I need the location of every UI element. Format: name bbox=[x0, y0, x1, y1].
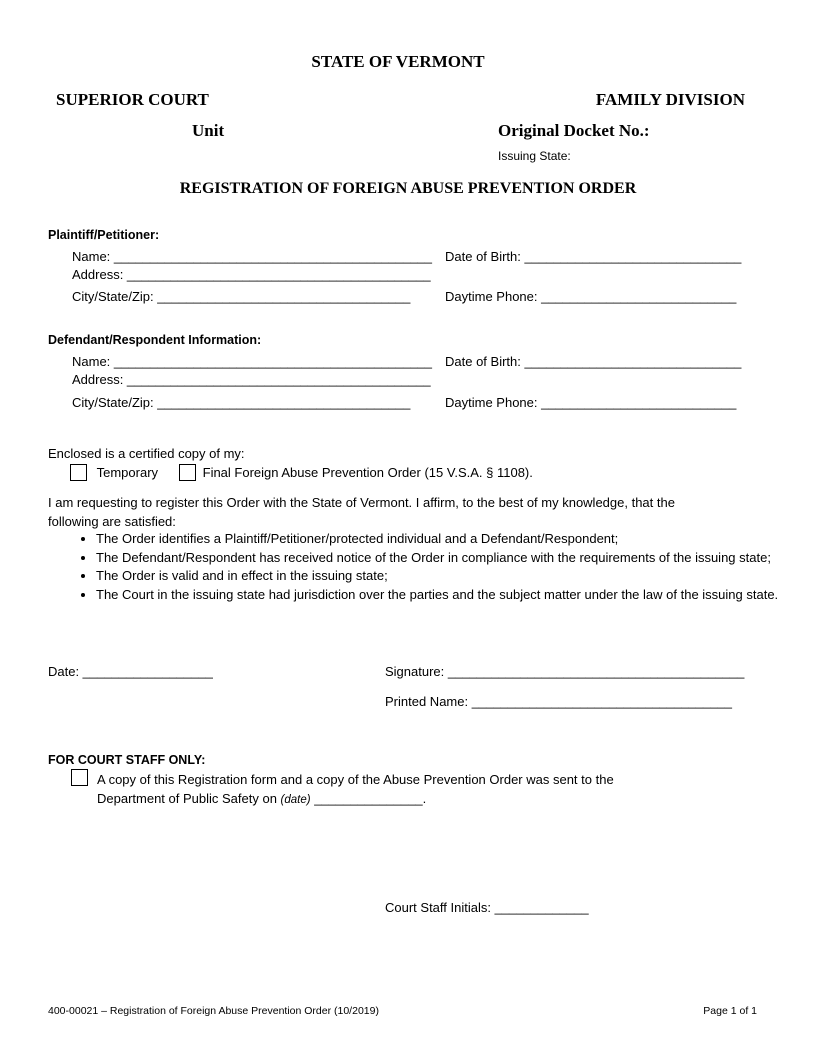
enclosed-intro: Enclosed is a certified copy of my: bbox=[48, 446, 245, 461]
plaintiff-heading: Plaintiff/Petitioner: bbox=[48, 228, 160, 242]
page-number: Page 1 of 1 bbox=[703, 1005, 757, 1017]
plaintiff-dob-field[interactable]: Date of Birth: ______________________________ bbox=[445, 249, 742, 264]
final-option[interactable] bbox=[179, 464, 533, 481]
signature-field[interactable]: Signature: _________________________________________ bbox=[385, 664, 745, 679]
date-hint: (date) bbox=[280, 794, 311, 806]
page-title: REGISTRATION OF FOREIGN ABUSE PREVENTION ORDER bbox=[179, 180, 637, 197]
final-label: Final Foreign Abuse Prevention Order (15 V.S.A. § 1108). bbox=[202, 465, 533, 481]
plaintiff-phone-field[interactable]: Daytime Phone: ___________________________ bbox=[445, 289, 737, 304]
docket-label: Original Docket No.: bbox=[498, 121, 650, 140]
dps-prefix: Department of Public Safety on bbox=[97, 791, 281, 806]
court-staff-heading: FOR COURT STAFF ONLY: bbox=[48, 753, 206, 767]
defendant-dob-field[interactable]: Date of Birth: ______________________________ bbox=[445, 354, 742, 369]
plaintiff-city-field[interactable]: City/State/Zip: ___________________________________ bbox=[72, 289, 411, 304]
requirements-list bbox=[48, 530, 796, 604]
list-item: • The Court in the issuing state had jurisdiction over the parties and the subject matter under the law of the issuing state. bbox=[96, 586, 796, 605]
unit-label: Unit bbox=[192, 121, 225, 140]
list-item: • The Order is valid and in effect in the issuing state; bbox=[96, 567, 796, 586]
defendant-name-field[interactable]: Name: ____________________________________________ bbox=[72, 354, 433, 369]
defendant-city-field[interactable]: City/State/Zip: ___________________________________ bbox=[72, 395, 411, 410]
dps-sent-checkbox[interactable] bbox=[71, 769, 88, 786]
court-name: SUPERIOR COURT bbox=[56, 90, 209, 109]
temporary-label: Temporary bbox=[96, 465, 159, 481]
issuing-state-label: Issuing State: bbox=[498, 149, 571, 163]
plaintiff-name-field[interactable]: Name: ____________________________________________ bbox=[72, 249, 433, 264]
request-line-2: following are satisfied: bbox=[48, 514, 176, 529]
form-id-footer: 400-00021 – Registration of Foreign Abuse Prevention Order (10/2019) bbox=[48, 1005, 379, 1017]
defendant-phone-field[interactable]: Daytime Phone: ___________________________ bbox=[445, 395, 737, 410]
court-staff-initials-field[interactable]: Court Staff Initials: _____________ bbox=[385, 900, 589, 915]
dps-sent-line-2[interactable] bbox=[97, 791, 426, 806]
defendant-heading: Defendant/Respondent Information: bbox=[48, 333, 262, 347]
state-heading: STATE OF VERMONT bbox=[311, 52, 485, 71]
final-checkbox[interactable] bbox=[179, 464, 196, 481]
dps-sent-line-1: A copy of this Registration form and a copy of the Abuse Prevention Order was sent to the bbox=[97, 772, 614, 787]
division-name: FAMILY DIVISION bbox=[595, 90, 745, 109]
printed-name-field[interactable]: Printed Name: ____________________________________ bbox=[385, 694, 732, 709]
date-field[interactable]: Date: __________________ bbox=[48, 664, 213, 679]
list-item: • The Defendant/Respondent has received notice of the Order in compliance with the requirements of the issuing state; bbox=[96, 549, 796, 568]
request-line-1: I am requesting to register this Order with the State of Vermont. I affirm, to the best of my knowledge, that the bbox=[48, 495, 675, 510]
defendant-address-field[interactable]: Address: __________________________________________ bbox=[72, 372, 431, 387]
list-item: • The Order identifies a Plaintiff/Petitioner/protected individual and a Defendant/Respondent; bbox=[96, 530, 796, 549]
plaintiff-address-field[interactable]: Address: __________________________________________ bbox=[72, 267, 431, 282]
temporary-option[interactable] bbox=[70, 464, 158, 481]
dps-date-field[interactable]: _______________. bbox=[310, 791, 427, 806]
temporary-checkbox[interactable] bbox=[70, 464, 87, 481]
